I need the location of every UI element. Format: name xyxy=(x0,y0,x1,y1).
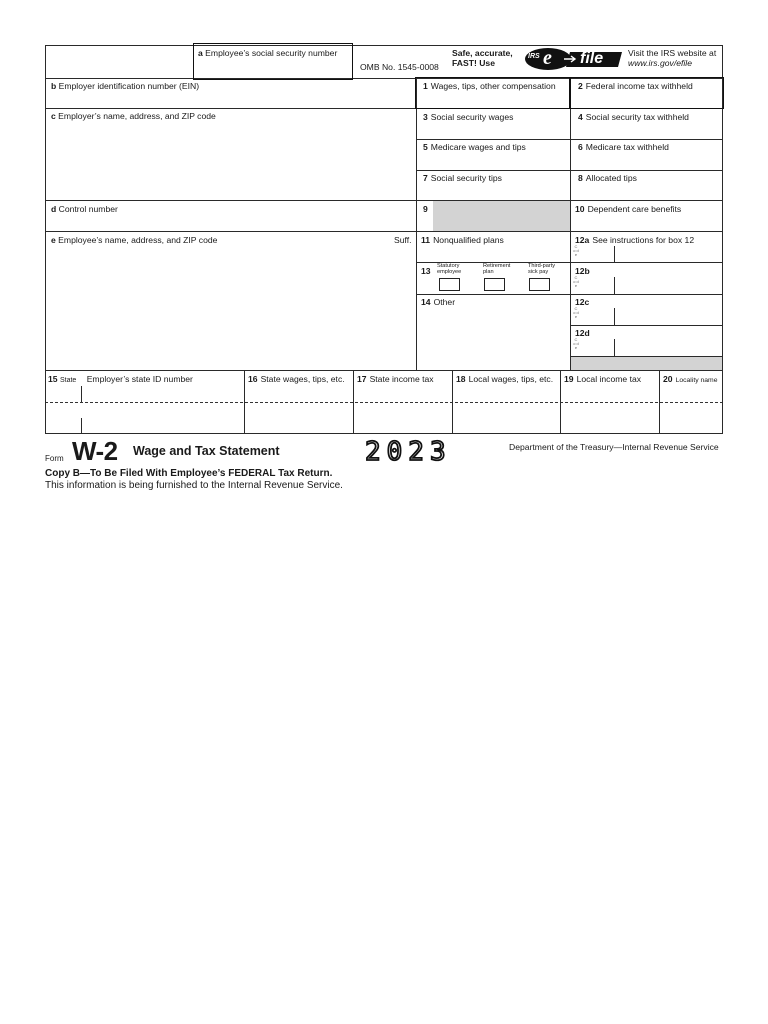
box-20-number: 20 xyxy=(663,374,673,384)
box-19-number: 19 xyxy=(564,374,574,384)
box-17-number: 17 xyxy=(357,374,367,384)
grid-line xyxy=(81,386,82,402)
form-word: Form xyxy=(45,454,64,463)
box-12-shading xyxy=(571,357,722,370)
box-6-text: Medicare tax withheld xyxy=(585,142,669,152)
box-d-label[interactable] xyxy=(51,204,118,214)
irs-visit-text: Visit the IRS website at xyxy=(628,48,717,58)
box-10-number: 10 xyxy=(575,204,585,214)
grid-line xyxy=(45,231,723,232)
box-13-label: 13 xyxy=(421,266,431,276)
form-title: Wage and Tax Statement xyxy=(133,444,280,458)
box-10-label[interactable] xyxy=(575,204,681,214)
box-6-label[interactable] xyxy=(578,142,669,152)
box-7-text: Social security tips xyxy=(430,173,502,183)
box-9-shading xyxy=(433,201,570,231)
box-19-text: Local income tax xyxy=(576,374,642,384)
form-name: W-2 xyxy=(72,436,118,466)
box-7-number: 7 xyxy=(423,173,428,183)
box-12b-code-divider xyxy=(614,277,615,294)
omb-number: OMB No. 1545-0008 xyxy=(360,62,439,72)
box-4-text: Social security tax withheld xyxy=(585,112,689,122)
box-12d-label[interactable]: 12d xyxy=(575,328,590,338)
box-18-label[interactable] xyxy=(456,374,553,384)
box-12c-label[interactable]: 12c xyxy=(575,297,590,307)
efile-irs-text: IRS xyxy=(528,53,540,60)
grid-line xyxy=(452,370,453,433)
box-12d-code-divider xyxy=(614,339,615,356)
box-b-text: Employer identification number (EIN) xyxy=(58,81,200,91)
box-4-number: 4 xyxy=(578,112,583,122)
box-8-label[interactable] xyxy=(578,173,637,183)
statutory-employee-label: Statutory employee xyxy=(437,263,462,275)
box-15-number: 15 xyxy=(48,374,58,384)
retirement-plan-label: Retirement plan xyxy=(483,263,511,275)
box-12a-code-text: C o d e xyxy=(573,244,579,257)
department-label: Department of the Treasury—Internal Revenue Service xyxy=(509,442,719,452)
box-19-label[interactable] xyxy=(564,374,641,384)
box-17-text: State income tax xyxy=(369,374,434,384)
box-20-text: Locality name xyxy=(675,377,718,384)
form-bottom-border xyxy=(45,433,723,434)
retirement-plan-checkbox[interactable] xyxy=(484,278,505,291)
box-2-text: Federal income tax withheld xyxy=(585,81,693,91)
tax-year: 2023 xyxy=(365,437,452,467)
box-5-text: Medicare wages and tips xyxy=(430,142,526,152)
box-16-text: State wages, tips, etc. xyxy=(260,374,345,384)
box-18-text: Local wages, tips, etc. xyxy=(468,374,554,384)
box-10-text: Dependent care benefits xyxy=(587,204,682,214)
box-16-label[interactable] xyxy=(248,374,345,384)
grid-line xyxy=(416,78,417,370)
box-a-text: Employee’s social security number xyxy=(205,48,338,58)
box-9-label[interactable] xyxy=(423,204,428,214)
box-11-label[interactable] xyxy=(421,235,504,245)
box-20-label[interactable] xyxy=(663,374,718,386)
box-12a-number: 12a xyxy=(575,235,590,245)
box-4-label[interactable] xyxy=(578,112,689,122)
box-12b-code-text: C o d e xyxy=(573,275,579,288)
box-12a-label[interactable] xyxy=(575,235,694,245)
grid-line xyxy=(45,45,46,433)
box-12d-code-text: C o d e xyxy=(573,337,579,350)
box-8-number: 8 xyxy=(578,173,583,183)
box-3-number: 3 xyxy=(423,112,428,122)
box-3-label[interactable] xyxy=(423,112,513,122)
box-12c-code-divider xyxy=(614,308,615,325)
box-e-label[interactable] xyxy=(51,235,217,245)
box-2-label[interactable] xyxy=(578,81,693,91)
grid-line xyxy=(244,370,245,433)
box-3-text: Social security wages xyxy=(430,112,514,122)
grid-line xyxy=(570,325,723,326)
grid-line xyxy=(81,418,82,433)
box-11-text: Nonqualified plans xyxy=(433,235,504,245)
box-15-label[interactable] xyxy=(48,374,193,386)
fast-use-text: FAST! Use xyxy=(452,58,495,68)
irs-efile-logo xyxy=(524,47,624,71)
box-14-number: 14 xyxy=(421,297,431,307)
box-14-label[interactable] xyxy=(421,297,455,307)
box-e-text: Employee’s name, address, and ZIP code xyxy=(58,235,218,245)
box-c-number: c xyxy=(51,111,56,121)
box-11-number: 11 xyxy=(421,235,431,245)
box-6-number: 6 xyxy=(578,142,583,152)
safe-accurate-text: Safe, accurate, xyxy=(452,48,513,58)
box-c-text: Employer’s name, address, and ZIP code xyxy=(58,111,216,121)
grid-line xyxy=(45,370,723,371)
statutory-employee-checkbox[interactable] xyxy=(439,278,460,291)
box-2-number: 2 xyxy=(578,81,583,91)
grid-line xyxy=(45,200,723,201)
grid-line xyxy=(560,370,561,433)
box-7-label[interactable] xyxy=(423,173,502,183)
box-1-text: Wages, tips, other compensation xyxy=(430,81,556,91)
box-12c-code-text: C o d e xyxy=(573,306,579,319)
box-12b-label[interactable]: 12b xyxy=(575,266,590,276)
state-separator-dashed-line xyxy=(45,402,723,403)
box-9-number: 9 xyxy=(423,204,428,214)
grid-line xyxy=(569,78,571,108)
box-14-text: Other xyxy=(433,297,456,307)
box-5-label[interactable] xyxy=(423,142,526,152)
third-party-sick-pay-checkbox[interactable] xyxy=(529,278,550,291)
irs-efile-url[interactable]: www.irs.gov/efile xyxy=(628,58,692,68)
box-e-number: e xyxy=(51,235,56,245)
box-a-number: a xyxy=(198,48,203,58)
box-e-suffix-label: Suff. xyxy=(394,235,412,245)
third-party-sick-pay-label: Third-party sick pay xyxy=(528,263,556,275)
box-5-number: 5 xyxy=(423,142,428,152)
box-d-text: Control number xyxy=(58,204,118,214)
box-15-text: Employer’s state ID number xyxy=(86,374,193,384)
box-d-number: d xyxy=(51,204,57,214)
box-15-state-text: State xyxy=(59,377,77,384)
box-18-number: 18 xyxy=(456,374,466,384)
grid-line xyxy=(353,370,354,433)
form-top-border xyxy=(45,45,723,46)
box-1-label[interactable] xyxy=(423,81,556,91)
box-c-label[interactable] xyxy=(51,111,216,121)
box-12a-text: See instructions for box 12 xyxy=(592,235,695,245)
copy-b-instruction: Copy B—To Be Filed With Employee’s FEDERAL Tax Return. xyxy=(45,468,333,479)
efile-file-text: file xyxy=(580,50,604,67)
grid-line xyxy=(659,370,660,433)
box-b-label[interactable] xyxy=(51,81,199,91)
box-1-number: 1 xyxy=(423,81,428,91)
irs-furnish-note: This information is being furnished to the Internal Revenue Service. xyxy=(45,480,343,491)
box-12a-code-divider xyxy=(614,246,615,262)
box-8-text: Allocated tips xyxy=(585,173,637,183)
box-a-label xyxy=(198,48,337,58)
box-17-label[interactable] xyxy=(357,374,434,384)
box-16-number: 16 xyxy=(248,374,258,384)
grid-line xyxy=(570,78,571,370)
box-b-number: b xyxy=(51,81,57,91)
efile-e-text: e xyxy=(543,47,552,69)
